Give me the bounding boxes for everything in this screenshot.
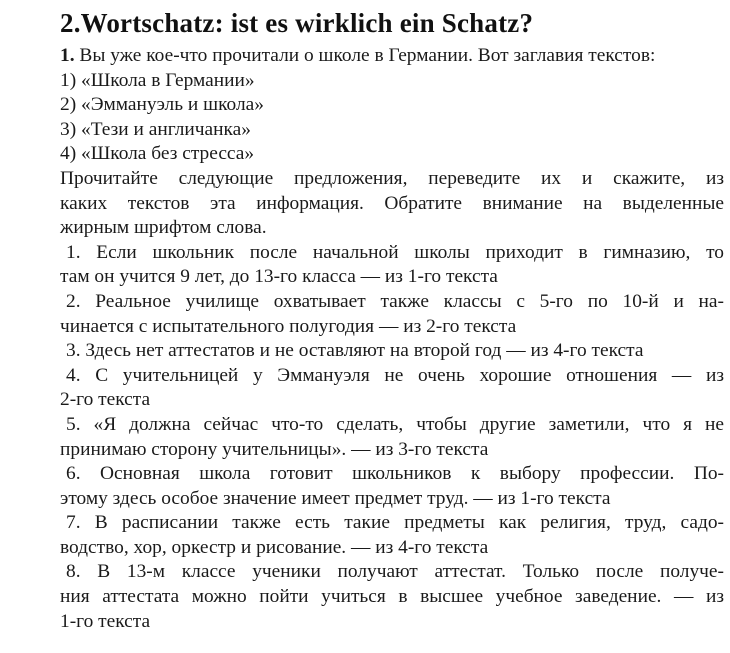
sentence-4 bbox=[60, 364, 724, 413]
sentence-line: водство, хор, оркестр и рисование. — из 4-го текста bbox=[60, 536, 489, 558]
sentence-line: 1. Если школьник после начальной школы приходит в гимназию, то bbox=[66, 241, 724, 263]
sentence-line: 4. С учительницей у Эммануэля не очень хорошие отношения — из bbox=[66, 364, 724, 386]
sentence-3 bbox=[60, 339, 724, 364]
sentence-line: принимаю сторону учительницы». — из 3-го текста bbox=[60, 438, 489, 460]
text-title-1: 1) «Школа в Германии» bbox=[60, 69, 255, 91]
task-number: 1. bbox=[60, 45, 75, 66]
sentence-5 bbox=[60, 413, 724, 462]
sentence-line: ния аттестата можно пойти учиться в высшее учебное заведение. — из bbox=[60, 586, 724, 608]
sentence-line: 6. Основная школа готовит школьников к выбору профессии. По- bbox=[66, 463, 724, 485]
text-title-2: 2) «Эммануэль и школа» bbox=[60, 94, 264, 116]
sentence-line: этому здесь особое значение имеет предмет труд. — из 1-го текста bbox=[60, 487, 611, 509]
instruction-paragraph bbox=[60, 167, 724, 241]
sentence-8 bbox=[60, 560, 724, 634]
sentence-line: чинается с испытательного полугодия — из 2-го текста bbox=[60, 315, 517, 337]
sentence-line: 3. Здесь нет аттестатов и не оставляют на второй год — из 4-го текста bbox=[66, 340, 644, 362]
sentence-6 bbox=[60, 462, 724, 511]
sentence-7 bbox=[60, 511, 724, 560]
instruction-line-3: жирным шрифтом слова. bbox=[60, 217, 267, 239]
sentence-line: 2-го текста bbox=[60, 389, 151, 411]
sentence-line: там он учится 9 лет, до 13-го класса — из 1-го текста bbox=[60, 266, 498, 288]
sentence-line: 8. В 13-м классе ученики получают аттестат. Только после получе- bbox=[66, 561, 724, 583]
section-heading: 2.Wortschatz: ist es wirklich ein Schatz? bbox=[60, 8, 534, 38]
textbook-page bbox=[60, 6, 724, 634]
instruction-line-1: Прочитайте следующие предложения, переведите их и скажите, из bbox=[60, 167, 724, 189]
sentence-line: 1-го текста bbox=[60, 610, 151, 632]
sentence-line: 5. «Я должна сейчас что-то сделать, чтобы другие заметили, что я не bbox=[66, 413, 724, 435]
sentence-line: 7. В расписании также есть такие предметы как религия, труд, садо- bbox=[66, 512, 724, 534]
task-intro-text: Вы уже кое-что прочитали о школе в Германии. Вот заглавия текстов: bbox=[79, 45, 656, 66]
sentence-line: 2. Реальное училище охватывает также классы с 5-го по 10-й и на- bbox=[66, 290, 724, 312]
text-title-3: 3) «Тези и англичанка» bbox=[60, 118, 251, 140]
instruction-line-2: каких текстов эта информация. Обратите внимание на выделенные bbox=[60, 192, 724, 214]
sentence-1 bbox=[60, 241, 724, 290]
text-title-4: 4) «Школа без стресса» bbox=[60, 143, 255, 165]
sentence-2 bbox=[60, 290, 724, 339]
task-intro bbox=[60, 44, 724, 69]
